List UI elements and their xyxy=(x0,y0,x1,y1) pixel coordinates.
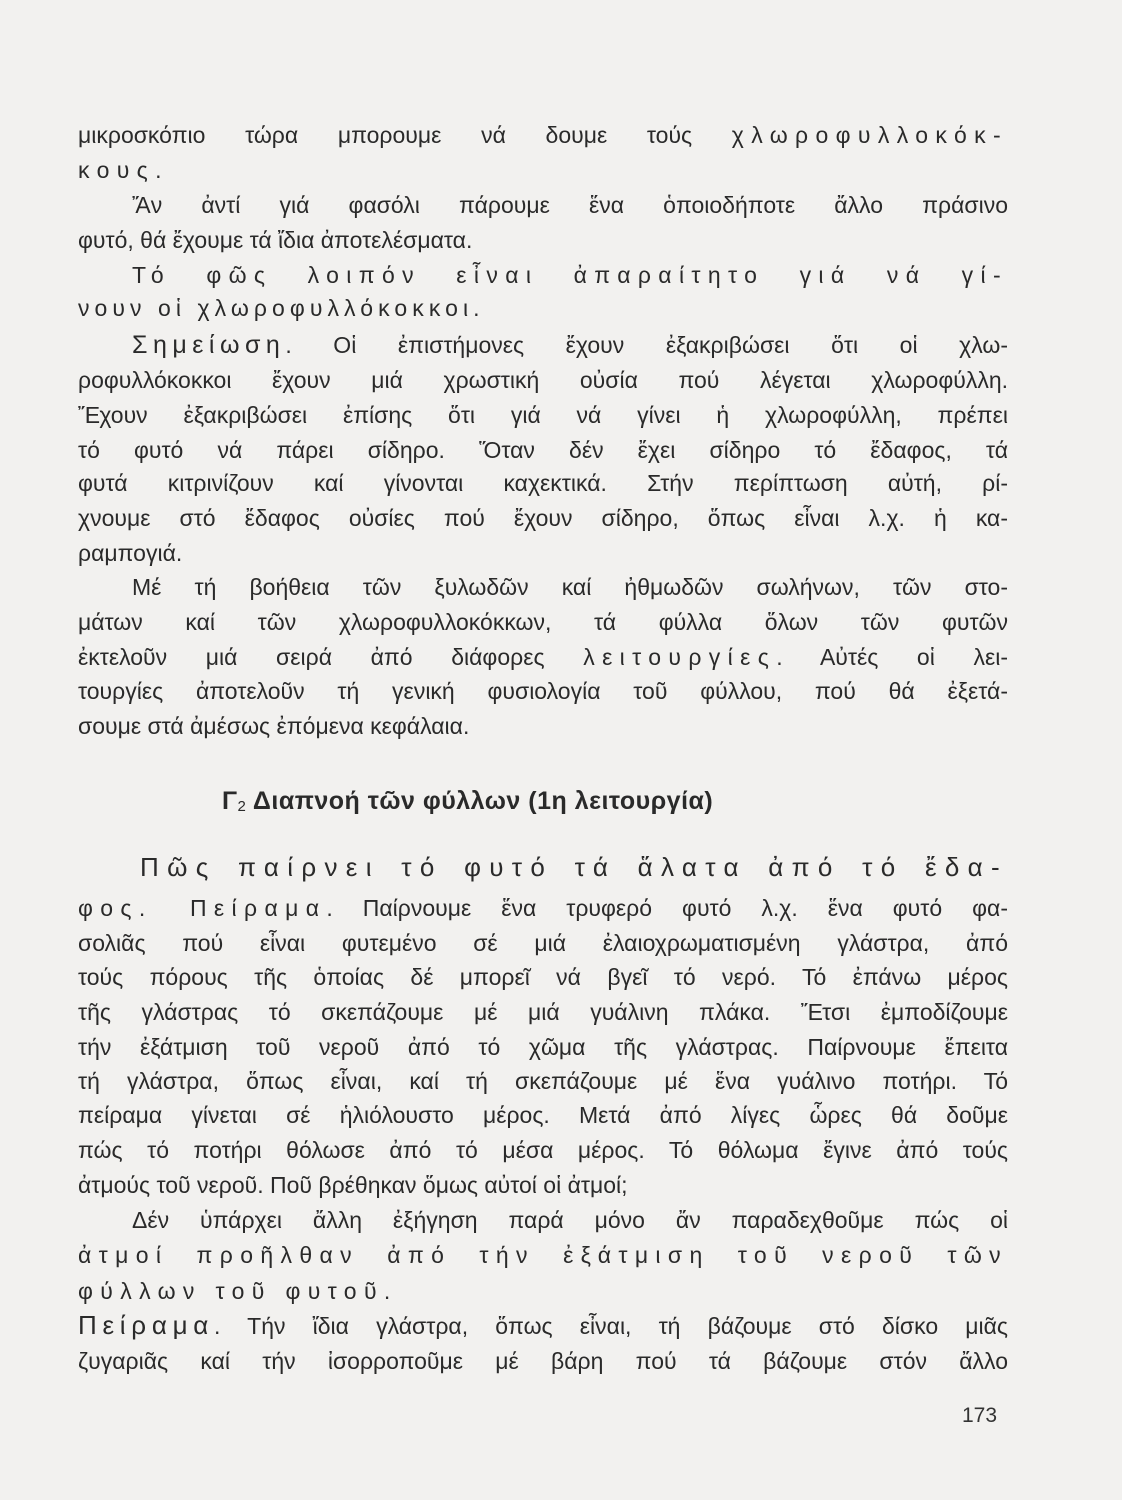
text-line: ροφυλλόκοκκοι ἔχουν μιά χρωστική οὐσία πού λέγεται χλωροφύλλη. xyxy=(78,367,1008,393)
text-line: τή γλάστρα, ὅπως εἶναι, καί τή σκεπάζουμε μέ ἕνα γυάλινο ποτήρι. Τό xyxy=(78,1068,1008,1094)
text-line: χνουμε στό ἔδαφος οὐσίες πού ἔχουν σίδηρο, ὅπως εἶναι λ.χ. ἡ κα- xyxy=(78,505,1008,531)
text-line: ραμπογιά. xyxy=(78,540,183,566)
text-line: νουν οἱ χλωροφυλλόκοκκοι. xyxy=(78,295,485,321)
text-line: ἐκτελοῦν μιά σειρά ἀπό διάφορες λειτουργίες. Αὐτές οἱ λει- xyxy=(78,644,1008,670)
text-line: Ἔχουν ἐξακριβώσει ἐπίσης ὅτι γιά νά γίνει ἡ χλωροφύλλη, πρέπει xyxy=(78,402,1008,428)
text-line: Πείραμα. Τήν ἴδια γλάστρα, ὅπως εἶναι, τή βάζουμε στό δίσκο μιᾶς xyxy=(78,1310,1008,1340)
text-line: σουμε στά ἀμέσως ἐπόμενα κεφάλαια. xyxy=(78,713,470,739)
text-line: ἀτμοί προῆλθαν ἀπό τήν ἐξάτμιση τοῦ νεροῦ τῶν xyxy=(78,1242,1008,1268)
text-line: Δέν ὑπάρχει ἄλλη ἐξήγηση παρά μόνο ἄν παραδεχθοῦμε πώς οἱ xyxy=(132,1207,1008,1233)
text-line: φυτό, θά ἔχουμε τά ἴδια ἀποτελέσματα. xyxy=(78,227,473,253)
text-line: Σημείωση. Οἱ ἐπιστήμονες ἔχουν ἐξακριβώσει ὅτι οἱ χλω- xyxy=(132,331,1008,359)
text-line: Τό φῶς λοιπόν εἶναι ἀπαραίτητο γιά νά γί- xyxy=(132,262,1008,288)
text-line: μάτων καί τῶν χλωροφυλλοκόκκων, τά φύλλα ὅλων τῶν φυτῶν xyxy=(78,609,1008,635)
text-line: ἀτμούς τοῦ νεροῦ. Ποῦ βρέθηκαν ὅμως αὐτοί οἱ ἀτμοί; xyxy=(78,1172,628,1198)
text-line: πείραμα γίνεται σέ ἡλιόλουστο μέρος. Μετά ἀπό λίγες ὧρες θά δοῦμε xyxy=(78,1102,1008,1128)
text-line: τούς πόρους τῆς ὁποίας δέ μπορεῖ νά βγεῖ τό νερό. Τό ἐπάνω μέρος xyxy=(78,964,1008,990)
text-line: Ἄν ἀντί γιά φασόλι πάρουμε ἕνα ὁποιοδήποτε ἄλλο πράσινο xyxy=(132,192,1008,218)
text-line: τῆς γλάστρας τό σκεπάζουμε μέ μιά γυάλινη πλάκα. Ἔτσι ἐμποδίζουμε xyxy=(78,999,1008,1025)
section-heading: $\Gamma_2$ Διαπνοή τῶν φύλλων (1η λειτουργία) xyxy=(222,787,714,815)
text-line: τό φυτό νά πάρει σίδηρο. Ὅταν δέν ἔχει σίδηρο τό ἔδαφος, τά xyxy=(78,437,1008,463)
text-line: ζυγαριᾶς καί τήν ἰσορροποῦμε μέ βάρη πού τά βάζουμε στόν ἄλλο xyxy=(78,1348,1008,1374)
text-line: πώς τό ποτήρι θόλωσε ἀπό τό μέσα μέρος. Τό θόλωμα ἔγινε ἀπό τούς xyxy=(78,1137,1008,1163)
text-line: Μέ τή βοήθεια τῶν ξυλωδῶν καί ἠθμωδῶν σωλήνων, τῶν στο- xyxy=(132,574,1008,600)
text-line: φυτά κιτρινίζουν καί γίνονται καχεκτικά. Στήν περίπτωση αὐτή, ρί- xyxy=(78,470,1008,496)
text-line: σολιᾶς πού εἶναι φυτεμένο σέ μιά ἐλαιοχρωματισμένη γλάστρα, ἀπό xyxy=(78,930,1008,956)
page-number: 173 xyxy=(962,1404,998,1427)
text-line: φος. Πείραμα. Παίρνουμε ἕνα τρυφερό φυτό λ.χ. ἕνα φυτό φα- xyxy=(78,895,1008,921)
text-line: τήν ἐξάτμιση τοῦ νεροῦ ἀπό τό χῶμα τῆς γλάστρας. Παίρνουμε ἔπειτα xyxy=(78,1034,1008,1060)
text-line: φύλλων τοῦ φυτοῦ. xyxy=(78,1278,398,1304)
text-line: Πῶς παίρνει τό φυτό τά ἅλατα ἀπό τό ἔδα- xyxy=(140,852,1008,882)
text-line: τουργίες ἀποτελοῦν τή γενική φυσιολογία τοῦ φύλλου, πού θά ἐξετά- xyxy=(78,678,1008,704)
text-line: μικροσκόπιο τώρα μπορουμε νά δουμε τούς χλωροφυλλοκόκ- xyxy=(78,122,1008,148)
text-line: κους. xyxy=(78,157,169,183)
